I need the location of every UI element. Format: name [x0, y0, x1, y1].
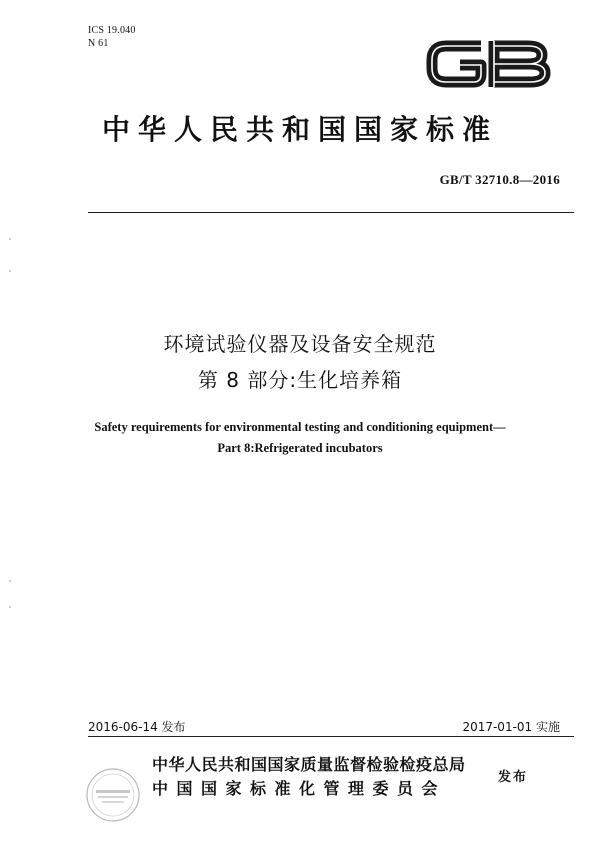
scan-mark [9, 238, 11, 240]
issuer-sac: 中国国家标准化管理委员会 [152, 779, 447, 798]
standard-code: GB/T 32710.8—2016 [439, 172, 560, 187]
english-title-line-2: Part 8:Refrigerated incubators [217, 441, 383, 455]
scan-mark [9, 606, 11, 608]
english-title-line-1: Safety requirements for environmental testing and conditioning equipment— [94, 420, 506, 434]
chinese-title-line-1: 环境试验仪器及设备安全规范 [163, 332, 437, 356]
bottom-divider [88, 736, 574, 737]
chinese-title-line-2: 第 8 部分:生化培养箱 [197, 368, 403, 392]
gb-logo-icon [424, 34, 552, 94]
scan-mark [9, 270, 11, 272]
publish-label: 发布 [498, 770, 529, 785]
watermark-stamp-icon [84, 766, 142, 824]
issue-date: 2016-06-14 发布 [88, 720, 186, 734]
top-divider [88, 212, 574, 213]
ccs-code: N 61 [88, 38, 109, 49]
issuer-aqsiq: 中华人民共和国国家质量监督检验检疫总局 [152, 755, 466, 774]
national-standard-title: 中华人民共和国国家标准 [101, 113, 498, 146]
ics-code: ICS 19.040 [88, 25, 136, 36]
implementation-date: 2017-01-01 实施 [462, 720, 560, 734]
scan-mark [9, 580, 11, 582]
classification-codes [88, 24, 136, 50]
